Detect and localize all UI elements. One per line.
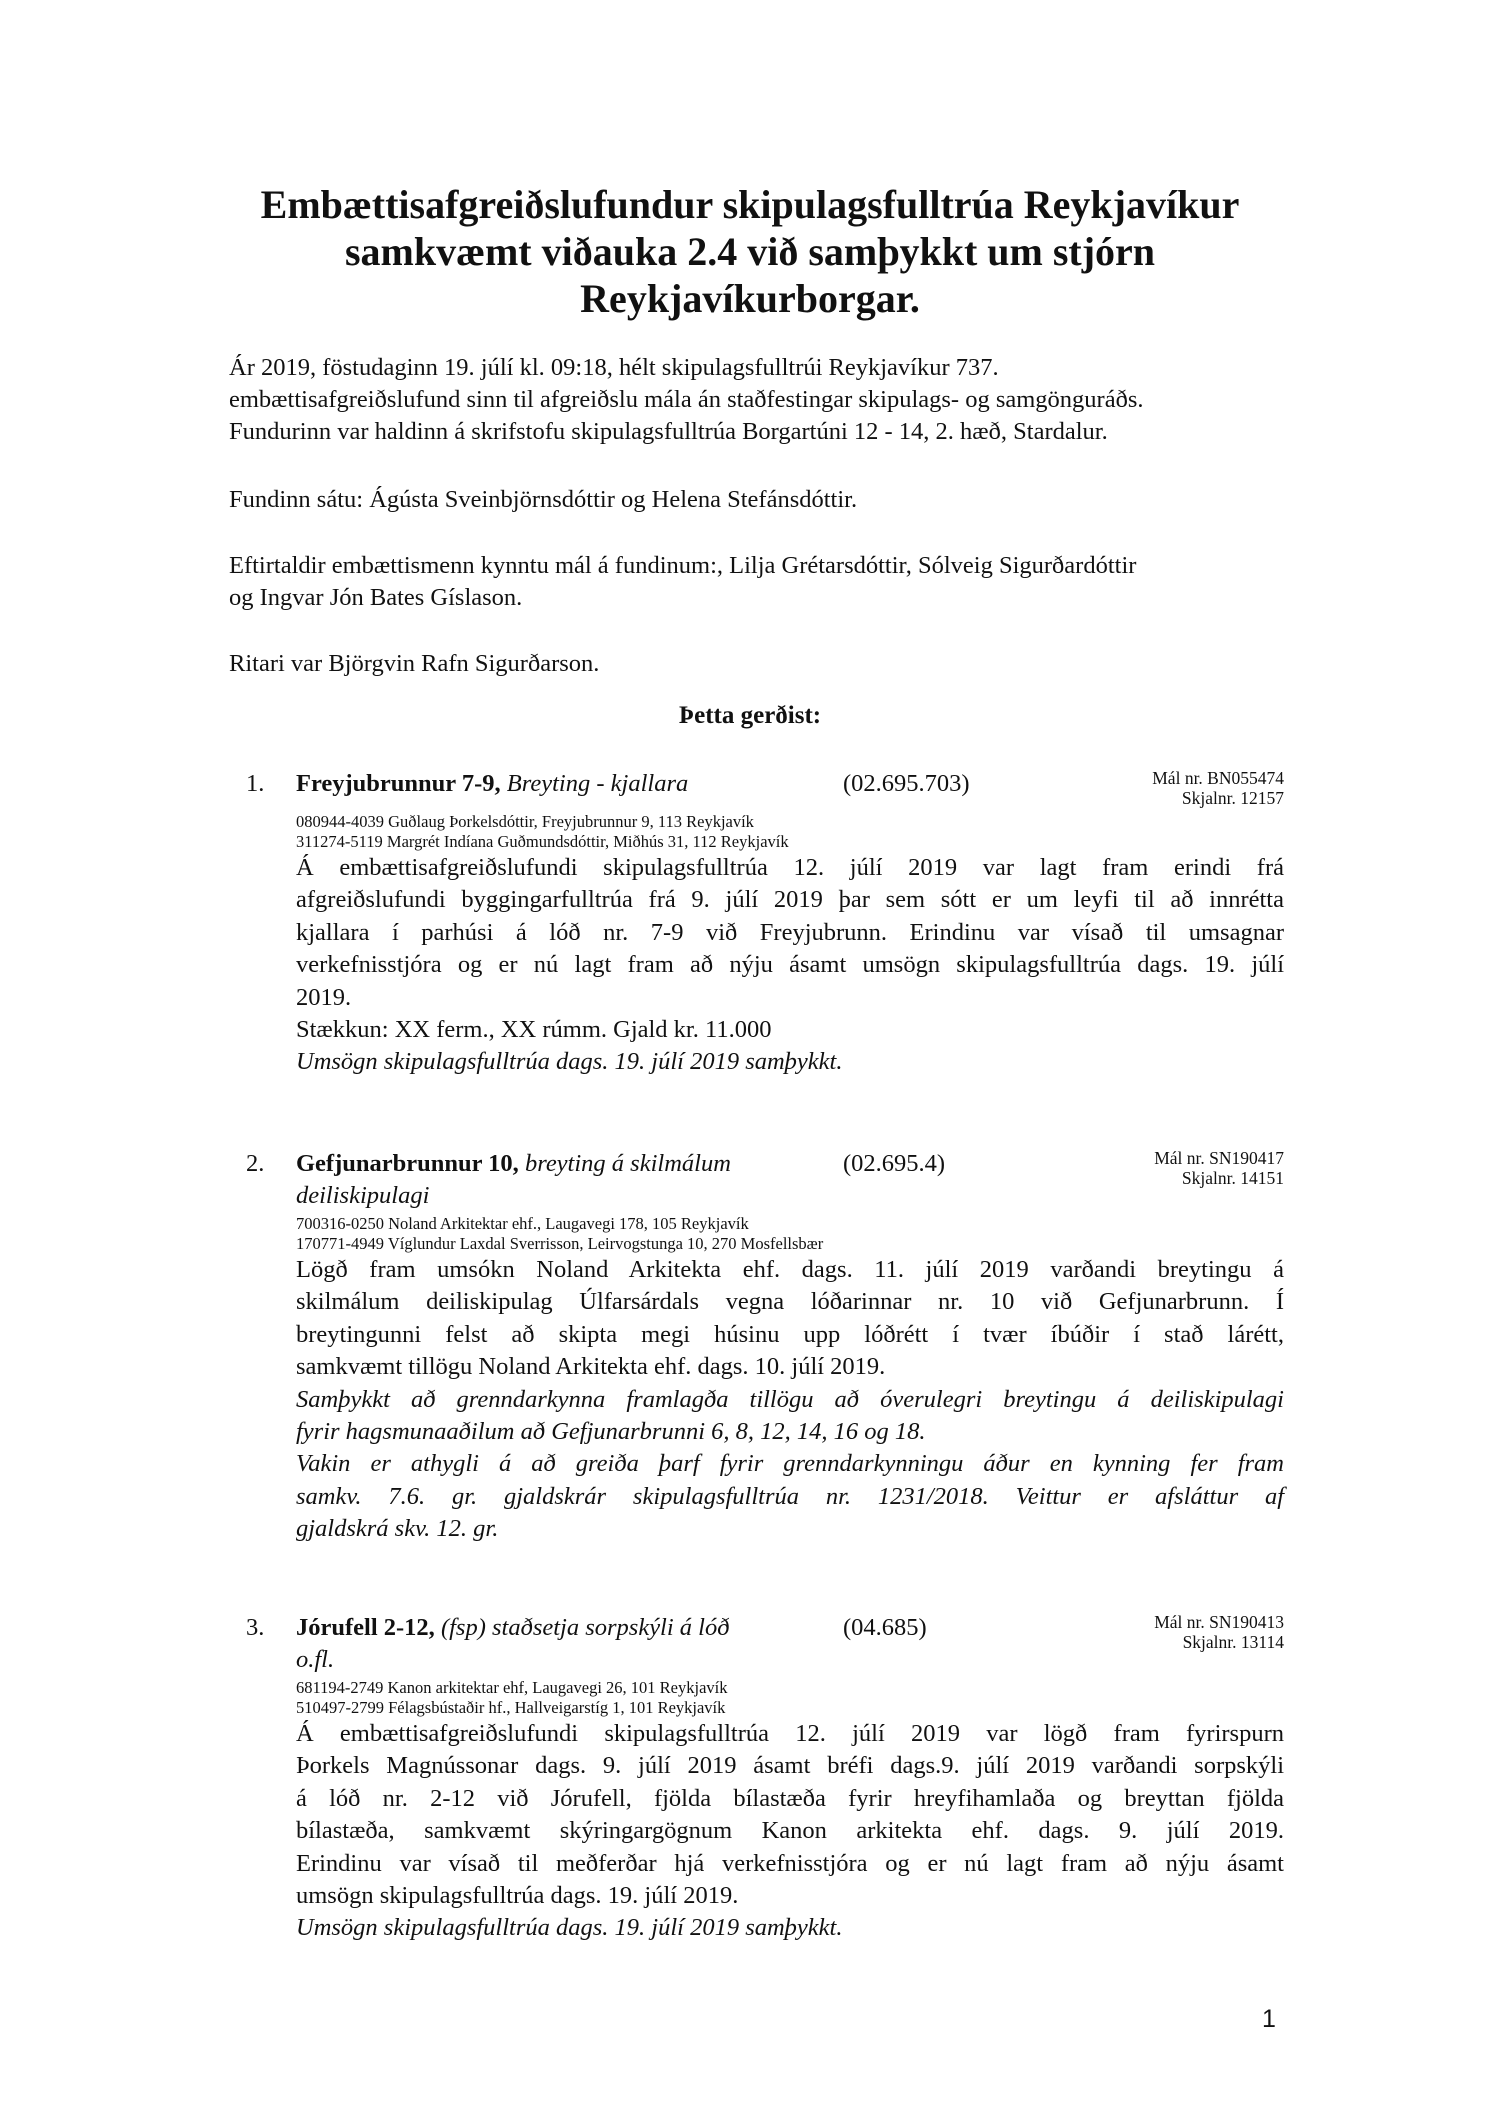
document-number: Skjalnr. 14151: [1181, 1168, 1284, 1188]
applicant-line: 080944-4039 Guðlaug Þorkelsdóttir, Freyjubrunnur 9, 113 Reykjavík: [296, 812, 754, 831]
title-line: Reykjavíkurborgar.: [580, 276, 920, 321]
applicant-line: 170771-4949 Víglundur Laxdal Sverrisson, Leirvogstunga 10, 270 Mosfellsbær: [296, 1234, 824, 1253]
land-number: (02.695.703): [843, 770, 970, 797]
officials-line: Eftirtaldir embættismenn kynntu mál á fundinum:, Lilja Grétarsdóttir, Sólveig Sigurðardóttir: [229, 552, 1137, 579]
item-body: [296, 1254, 1284, 1546]
item-number: 1.: [246, 770, 265, 797]
land-number: (02.695.4): [843, 1150, 946, 1177]
body-line: Á embættisafgreiðslufundi skipulagsfulltrúa 12. júlí 2019 var lagt fram erindi frá: [296, 854, 1284, 881]
intro-line: embættisafgreiðslufund sinn til afgreiðslu mála án staðfestingar skipulags- og samgönguráðs.: [229, 386, 1144, 413]
body-line: Þorkels Magnússonar dags. 9. júlí 2019 ásamt bréfi dags.9. júlí 2019 varðandi sorpskýli: [296, 1752, 1284, 1780]
officials-paragraph: [229, 550, 1289, 614]
item-topic: (fsp) staðsetja sorpskýli á lóð: [440, 1614, 730, 1641]
land-number: (04.685): [843, 1614, 927, 1641]
section-heading: Þetta gerðist:: [678, 702, 822, 729]
body-line: 2019.: [296, 983, 352, 1011]
body-line: verkefnisstjóra og er nú lagt fram að nýju ásamt umsögn skipulagsfulltrúa dags. 19. júlí: [296, 951, 1284, 979]
reference-box: [1154, 1148, 1284, 1188]
fee-line: Stækkun: XX ferm., XX rúmm. Gjald kr. 11.000: [296, 1016, 772, 1044]
applicant-line: 311274-5119 Margrét Indíana Guðmundsdóttir, Miðhús 31, 112 Reykjavík: [296, 832, 789, 851]
body-line: Erindinu var vísað til meðferðar hjá verkefnisstjóra og er nú lagt fram að nýju ásamt: [296, 1849, 1284, 1877]
body-line: Á embættisafgreiðslufundi skipulagsfulltrúa 12. júlí 2019 var lögð fram fyrirspurn: [296, 1720, 1284, 1747]
decision-line: Umsögn skipulagsfulltrúa dags. 19. júlí 2019 samþykkt.: [296, 1914, 843, 1942]
applicant-list: [296, 812, 789, 852]
decision-line: Samþykkt að grenndarkynna framlagða tillögu að óverulegri breytingu á deiliskipulagi: [296, 1385, 1284, 1413]
attendees-line: Fundinn sátu: Ágústa Sveinbjörnsdóttir og Helena Stefánsdóttir.: [229, 486, 858, 513]
body-line: skilmálum deiliskipulag Úlfarsárdals vegna lóðarinnar nr. 10 við Gefjunarbrunn. Í: [296, 1288, 1284, 1316]
item-number: 2.: [246, 1150, 265, 1177]
applicant-list: [296, 1678, 727, 1718]
decision-line: Umsögn skipulagsfulltrúa dags. 19. júlí 2019 samþykkt.: [296, 1048, 843, 1076]
notice-line: samkv. 7.6. gr. gjaldskrár skipulagsfulltrúa nr. 1231/2018. Veittur er afsláttur af: [296, 1482, 1284, 1510]
body-line: afgreiðslufundi byggingarfulltrúa frá 9. júlí 2019 þar sem sótt er um leyfi til að innrétta: [296, 886, 1284, 914]
officials-line: og Ingvar Jón Bates Gíslason.: [229, 584, 523, 611]
secretary-line: Ritari var Björgvin Rafn Sigurðarson.: [229, 650, 600, 677]
notice-line: Vakin er athygli á að greiða þarf fyrir grenndarkynningu áður en kynning fer fram: [296, 1450, 1284, 1478]
applicant-list: [296, 1214, 823, 1254]
intro-paragraph: [229, 352, 1289, 448]
body-line: umsögn skipulagsfulltrúa dags. 19. júlí 2019.: [296, 1882, 739, 1910]
applicant-line: 681194-2749 Kanon arkitektar ehf, Laugavegi 26, 101 Reykjavík: [296, 1678, 728, 1697]
applicant-line: 510497-2799 Félagsbústaðir hf., Hallveigarstíg 1, 101 Reykjavík: [296, 1698, 726, 1717]
case-number: Mál nr. SN190417: [1154, 1148, 1284, 1168]
body-line: kjallara í parhúsi á lóð nr. 7-9 við Freyjubrunn. Erindinu var vísað til umsagnar: [296, 918, 1284, 946]
decision-line: fyrir hagsmunaaðilum að Gefjunarbrunni 6, 8, 12, 14, 16 og 18.: [296, 1418, 926, 1446]
page-number: 1: [1262, 2005, 1276, 2033]
document-number: Skjalnr. 13114: [1182, 1632, 1284, 1652]
item-street: Jórufell 2-12,: [296, 1614, 435, 1641]
body-line: breytingunni felst að skipta megi húsinu upp lóðrétt í tvær íbúðir í stað lárétt,: [296, 1320, 1284, 1348]
intro-line: Fundurinn var haldinn á skrifstofu skipulagsfulltrúa Borgartúni 12 - 14, 2. hæð, Stardalur.: [229, 418, 1108, 445]
item-topic-continued: deiliskipulagi: [296, 1182, 430, 1209]
item-topic: breyting á skilmálum: [524, 1150, 731, 1177]
intro-line: Ár 2019, föstudaginn 19. júlí kl. 09:18, hélt skipulagsfulltrúi Reykjavíkur 737.: [229, 354, 999, 381]
item-heading: [296, 1612, 729, 1676]
case-number: Mál nr. SN190413: [1154, 1612, 1284, 1632]
item-heading: [296, 1148, 731, 1212]
item-body: [296, 1718, 1284, 1945]
case-number: Mál nr. BN055474: [1152, 768, 1284, 788]
item-street: Freyjubrunnur 7-9,: [296, 770, 501, 797]
reference-box: [1152, 768, 1284, 808]
attendees-paragraph: [229, 484, 1289, 516]
title-line: samkvæmt viðauka 2.4 við samþykkt um stjórn: [344, 229, 1156, 274]
item-topic: Breyting - kjallara: [506, 770, 689, 797]
notice-line: gjaldskrá skv. 12. gr.: [296, 1515, 499, 1543]
body-line: samkvæmt tillögu Noland Arkitekta ehf. dags. 10. júlí 2019.: [296, 1353, 886, 1381]
applicant-line: 700316-0250 Noland Arkitektar ehf., Laugavegi 178, 105 Reykjavík: [296, 1214, 749, 1233]
item-number: 3.: [246, 1614, 265, 1641]
body-line: bílastæða, samkvæmt skýringargögnum Kanon arkitekta ehf. dags. 9. júlí 2019.: [296, 1817, 1284, 1845]
document-title: [180, 181, 1320, 322]
item-body: [296, 852, 1284, 1079]
body-line: á lóð nr. 2-12 við Jórufell, fjölda bílastæða fyrir hreyfihamlaða og breyttan fjölda: [296, 1784, 1284, 1812]
secretary-paragraph: [229, 648, 1289, 680]
item-topic-continued: o.fl.: [296, 1646, 335, 1673]
item-street: Gefjunarbrunnur 10,: [296, 1150, 519, 1177]
reference-box: [1154, 1612, 1284, 1652]
body-line: Lögð fram umsókn Noland Arkitekta ehf. dags. 11. júlí 2019 varðandi breytingu á: [296, 1256, 1284, 1283]
title-line: Embættisafgreiðslufundur skipulagsfulltrúa Reykjavíkur: [260, 182, 1240, 227]
document-number: Skjalnr. 12157: [1181, 788, 1284, 808]
item-heading: [296, 768, 688, 800]
